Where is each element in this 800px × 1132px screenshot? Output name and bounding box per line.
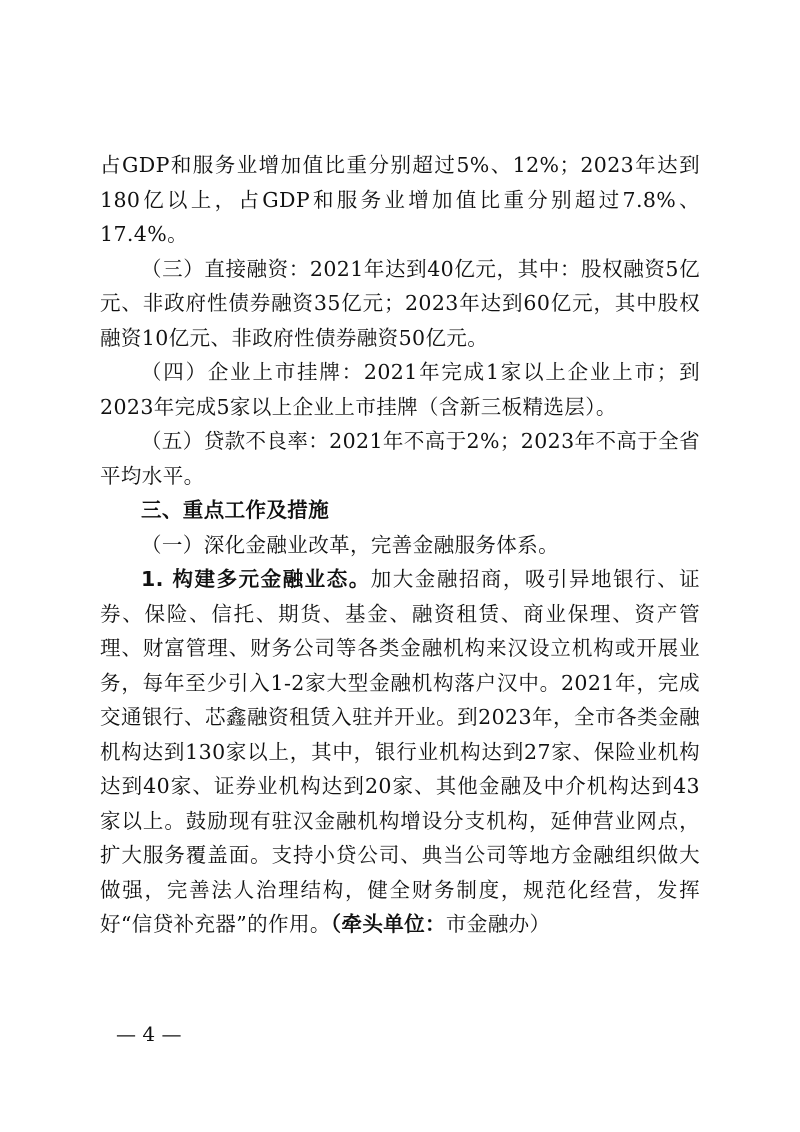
section-heading: 三、重点工作及措施 xyxy=(141,498,330,522)
paragraph-item-1 xyxy=(100,562,700,942)
paragraph-npl-ratio: （五）贷款不良率：2021年不高于2%；2023年不高于全省平均水平。 xyxy=(100,429,700,488)
paragraph-direct-financing: （三）直接融资：2021年达到40亿元，其中：股权融资5亿元、非政府性债券融资35亿元；2023年达到60亿元，其中股权融资10亿元、非政府性债券融资50亿元。 xyxy=(100,256,700,350)
paragraph-listing: （四）企业上市挂牌：2021年完成1家以上企业上市；到2023年完成5家以上企业上市挂牌（含新三板精选层）。 xyxy=(100,360,700,419)
item-1-body: 加大金融招商，吸引异地银行、证券、保险、信托、期货、基金、融资租赁、商业保理、资产管理、财富管理、财务公司等各类金融机构来汉设立机构或开展业务，每年至少引入1-2家大型金融机构落户汉中。2021年，完成交通银行、芯鑫融资租赁入驻并开业。到2023年，全市各类金融机构达到130家以上，其中，银行业机构达到27家、保险业机构达到40家、证券业机构达到20家、其他金融及中介机构达到43家以上。鼓励现有驻汉金融机构增设分支机构，延伸营业网点，扩大服务覆盖面。支持小贷公司、典当公司等地方金融组织做大做强，完善法人治理结构，健全财务制度，规范化经营，发挥好“信贷补充器”的作用。 xyxy=(100,567,700,936)
lead-unit-name: 市金融办） xyxy=(445,912,551,936)
lead-unit-label: （牵头单位： xyxy=(330,912,446,936)
subsection-heading: （一）深化金融业改革，完善金融服务体系。 xyxy=(141,532,559,557)
page-number: — 4 — xyxy=(116,1022,182,1046)
document-body xyxy=(100,148,700,942)
item-1-number: 1 xyxy=(141,567,156,591)
item-1-title: . 构建多元金融业态。 xyxy=(155,567,371,591)
paragraph-targets-continued: 占GDP和服务业增加值比重分别超过5%、12%；2023年达到180亿以上，占GDP和服务业增加值比重分别超过7.8%、17.4%。 xyxy=(100,153,700,246)
